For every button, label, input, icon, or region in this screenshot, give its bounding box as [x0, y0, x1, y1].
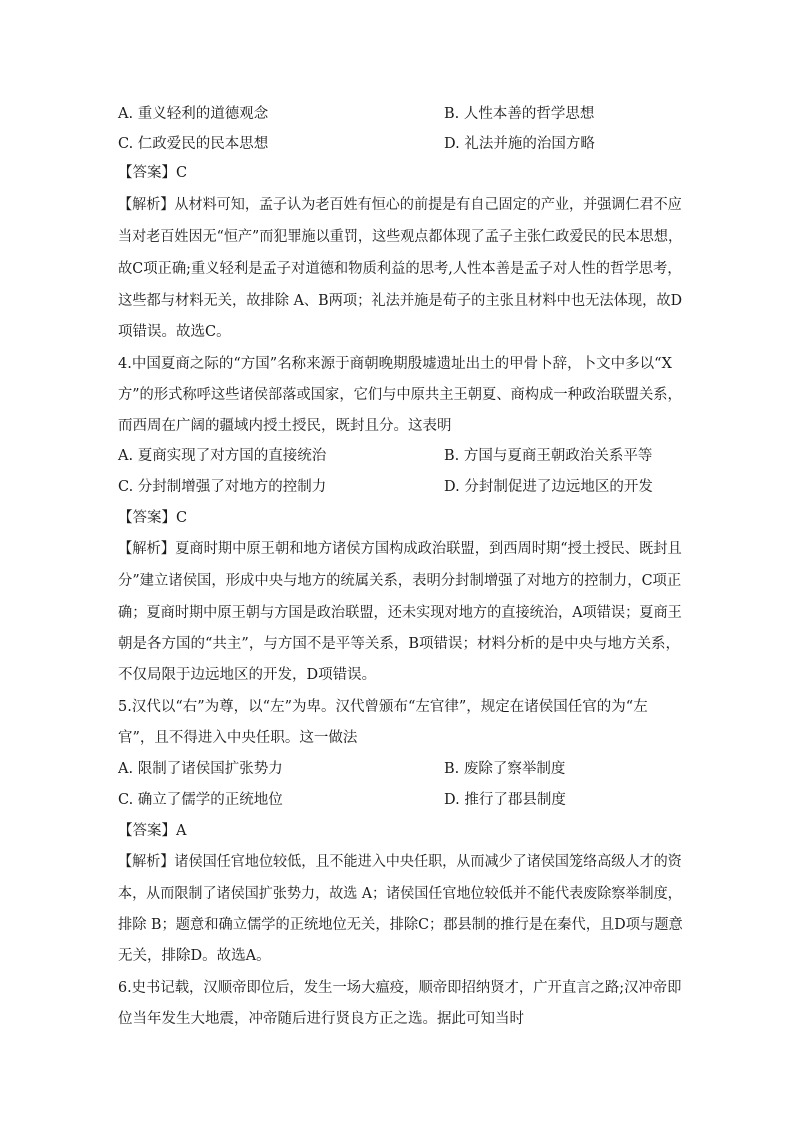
q4-option-c: C. 分封制增强了对地方的控制力: [118, 479, 327, 495]
q6-stem-line: 6.史书记载，汉顺帝即位后，发生一场大瘟疫，顺帝即招纳贤才，广开直言之路;汉冲帝即: [118, 980, 682, 996]
q3-answer: 【答案】C: [118, 165, 188, 181]
q5-analysis-line: 【解析】诸侯国任官地位较低，且不能进入中央任职，从而减少了诸侯国笼络高级人才的资: [118, 854, 682, 870]
q5-option-c: C. 确立了儒学的正统地位: [118, 792, 283, 808]
q5-option-a: A. 限制了诸侯国扩张势力: [118, 761, 283, 777]
q4-stem-line: 4.中国夏商之际的“方国”名称来源于商朝晚期殷墟遗址出土的甲骨卜辞，卜文中多以“X: [118, 356, 672, 372]
q5-analysis-line: 排除 B；题意和确立儒学的正统地位无关，排除C；郡县制的推行是在秦代，且D项与题意: [118, 917, 683, 933]
q4-analysis-line: 分”建立诸侯国，形成中央与地方的统属关系，表明分封制增强了对地方的控制力，C项正: [118, 573, 682, 589]
q5-stem-line: 官”，且不得进入中央任职。这一做法: [118, 730, 358, 746]
q5-option-b: B. 废除了察举制度: [444, 761, 566, 777]
q5-analysis-line: 无关，排除D。故选A。: [118, 948, 271, 964]
q6-stem-line: 位当年发生大地震，冲帝随后进行贤良方正之选。据此可知当时: [118, 1011, 524, 1027]
q4-analysis-line: 不仅局限于边远地区的开发，D项错误。: [118, 667, 377, 683]
q4-analysis-line: 确；夏商时期中原王朝与方国是政治联盟，还未实现对地方的直接统治，A项错误；夏商王: [118, 605, 682, 621]
q4-answer: 【答案】C: [118, 510, 188, 526]
q3-option-b: B. 人性本善的哲学思想: [444, 106, 595, 122]
q5-analysis-line: 本，从而限制了诸侯国扩张势力，故选 A；诸侯国任官地位较低并不能代表废除察举制度，: [118, 886, 682, 902]
q4-option-b: B. 方国与夏商王朝政治关系平等: [444, 448, 653, 464]
q4-option-a: A. 夏商实现了对方国的直接统治: [118, 448, 327, 464]
q3-analysis-line: 【解析】从材料可知，孟子认为老百姓有恒心的前提是有自己固定的产业，并强调仁君不应: [118, 197, 682, 213]
q3-analysis-line: 项错误。故选C。: [118, 324, 231, 340]
q4-analysis-line: 朝是各方国的“共主”，与方国不是平等关系，B项错误；材料分析的是中央与地方关系，: [118, 636, 680, 652]
q4-stem-line: 方”的形式称呼这些诸侯部落或国家，它们与中原共主王朝夏、商构成一种政治联盟关系，: [118, 387, 682, 403]
q3-analysis-line: 故C项正确;重义轻利是孟子对道德和物质利益的思考,人性本善是孟子对人性的哲学思考，: [118, 261, 682, 277]
q5-stem-line: 5.汉代以“右”为尊，以“左”为卑。汉代曾颁布“左官律”，规定在诸侯国任官的为“左: [118, 699, 648, 715]
q3-option-c: C. 仁政爱民的民本思想: [118, 136, 269, 152]
q4-stem-line: 而西周在广阔的疆域内授土授民，既封且分。这表明: [118, 418, 452, 434]
q3-option-d: D. 礼法并施的治国方略: [444, 136, 595, 152]
q4-analysis-line: 【解析】夏商时期中原王朝和地方诸侯方国构成政治联盟，到西周时期“授土授民、既封且: [118, 541, 682, 557]
q5-answer: 【答案】A: [118, 823, 187, 839]
q3-analysis-line: 当对老百姓因无“恒产”而犯罪施以重罚，这些观点都体现了孟子主张仁政爱民的民本思想，: [118, 229, 683, 245]
q4-option-d: D. 分封制促进了边远地区的开发: [444, 479, 653, 495]
q3-option-a: A. 重义轻利的道德观念: [118, 106, 269, 122]
q5-option-d: D. 推行了郡县制度: [444, 792, 566, 808]
q3-analysis-line: 这些都与材料无关，故排除 A、B两项；礼法并施是荀子的主张且材料中也无法体现，故D: [118, 293, 683, 309]
